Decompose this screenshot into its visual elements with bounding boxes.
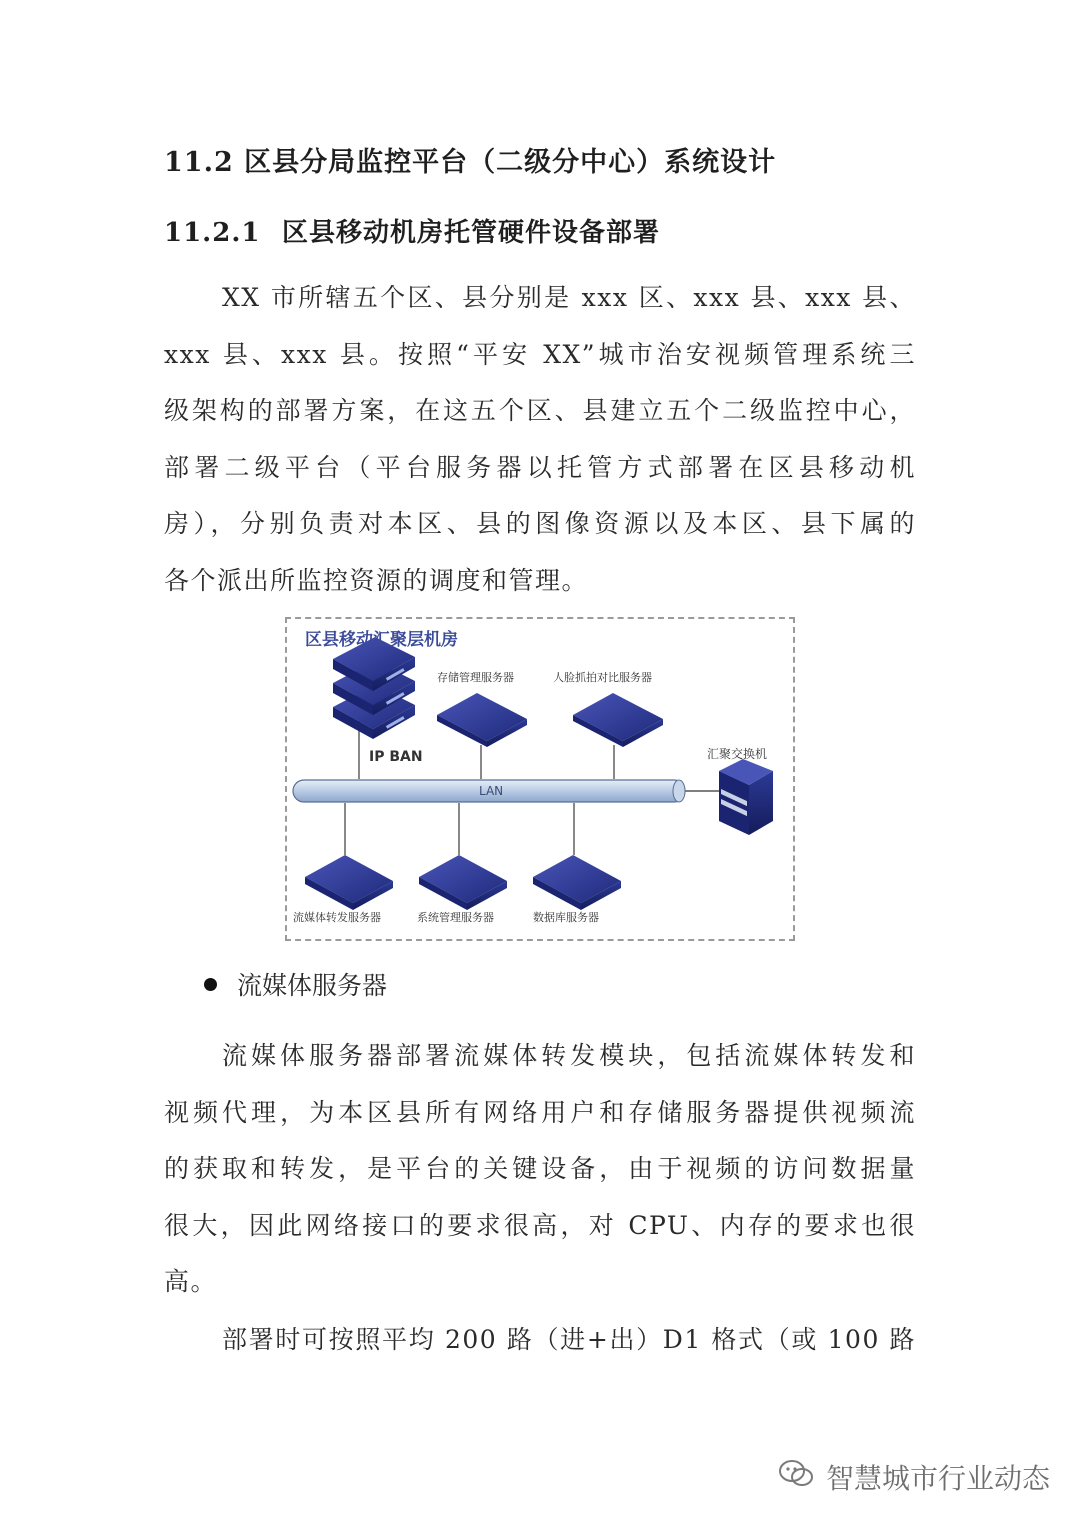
paragraph-line: 部署二级平台（平台服务器以托管方式部署在区县移动机 <box>164 452 916 482</box>
streaming-server-icon <box>305 855 393 910</box>
network-diagram <box>285 617 795 941</box>
paragraph-line: 很大，因此网络接口的要求很高，对 CPU、内存的要求也很 <box>164 1210 916 1240</box>
lan-label: LAN <box>479 784 504 798</box>
paragraph-line: 级架构的部署方案，在这五个区、县建立五个二级监控中心， <box>164 396 916 426</box>
storage-mgmt-server-icon <box>437 693 527 747</box>
subsection-title: 区县移动机房托管硬件设备部署 <box>282 218 661 248</box>
paragraph-line: 房），分别负责对本区、县的图像资源以及本区、县下属的 <box>164 509 916 539</box>
paragraph-line: 的获取和转发，是平台的关键设备，由于视频的访问数据量 <box>164 1154 916 1184</box>
storage-mgmt-label: 存储管理服务器 <box>437 671 514 684</box>
face-compare-server-icon <box>573 693 663 747</box>
paragraph-line: 流媒体服务器部署流媒体转发模块，包括流媒体转发和 <box>222 1041 916 1070</box>
bullet-text: 流媒体服务器 <box>237 971 388 1000</box>
wechat-icon <box>778 1459 814 1496</box>
paragraph-line: 视频代理，为本区县所有网络用户和存储服务器提供视频流 <box>164 1097 916 1127</box>
streaming-server-label: 流媒体转发服务器 <box>293 911 381 924</box>
subsection-number: 11.2.1 <box>164 218 261 248</box>
face-server-label: 人脸抓拍对比服务器 <box>553 671 652 684</box>
watermark <box>778 1457 1050 1497</box>
bullet-dot-icon <box>204 978 217 991</box>
aggregation-switch-icon <box>719 759 773 835</box>
bullet-item <box>204 966 387 1002</box>
watermark-text: 智慧城市行业动态 <box>825 1462 1050 1495</box>
database-server-icon <box>533 855 621 910</box>
ip-san-label: IP BAN <box>369 749 423 765</box>
network-diagram-graphic <box>287 619 793 939</box>
diagram-title: 区县移动汇聚层机房 <box>305 630 458 650</box>
paragraph-line: 部署时可按照平均 200 路（进+出）D1 格式（或 100 路 <box>222 1325 916 1354</box>
system-mgmt-server-icon <box>419 855 507 910</box>
paragraph-deployment <box>164 1312 916 1369</box>
paragraph-line: xxx 县、xxx 县。按照“平安 XX”城市治安视频管理系统三 <box>164 339 916 369</box>
paragraph-line: XX 市所辖五个区、县分别是 xxx 区、xxx 县、xxx 县、 <box>222 283 916 312</box>
system-mgmt-label: 系统管理服务器 <box>417 911 494 924</box>
subsection-heading <box>164 212 660 249</box>
ip-san-storage-icon <box>333 637 415 739</box>
database-server-label: 数据库服务器 <box>533 911 599 924</box>
paragraph-line: 各个派出所监控资源的调度和管理。 <box>164 565 589 595</box>
paragraph-line: 高。 <box>164 1267 218 1297</box>
section-heading: 11.2 区县分局监控平台（二级分中心）系统设计 <box>164 147 777 178</box>
paragraph-streaming <box>164 1028 916 1311</box>
switch-label: 汇聚交换机 <box>707 747 768 761</box>
paragraph-intro <box>164 270 916 610</box>
